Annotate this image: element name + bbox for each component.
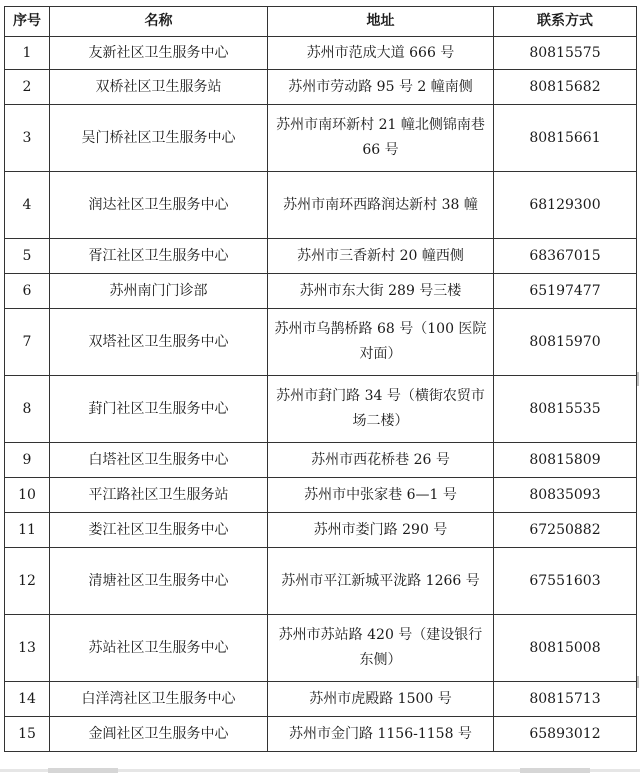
table-row — [5, 239, 637, 274]
cell-address: 苏州市虎殿路 1500 号 — [268, 682, 494, 717]
cell-phone: 68129300 — [494, 172, 637, 239]
cell-phone: 65893012 — [494, 717, 637, 752]
clinic-table — [4, 6, 637, 752]
table-row — [5, 172, 637, 239]
cell-phone: 67250882 — [494, 513, 637, 548]
header-row — [5, 7, 637, 37]
cell-phone: 67551603 — [494, 548, 637, 615]
table-row — [5, 548, 637, 615]
cell-address: 苏州市金门路 1156-1158 号 — [268, 717, 494, 752]
cell-address: 苏州市劳动路 95 号 2 幢南侧 — [268, 70, 494, 105]
cell-name: 双桥社区卫生服务站 — [50, 70, 268, 105]
cell-index: 14 — [5, 682, 50, 717]
header-phone: 联系方式 — [494, 7, 637, 37]
cell-name: 苏站社区卫生服务中心 — [50, 615, 268, 682]
cell-index: 1 — [5, 37, 50, 70]
cell-index: 11 — [5, 513, 50, 548]
table-row — [5, 443, 637, 478]
table-row — [5, 478, 637, 513]
cell-phone: 80815575 — [494, 37, 637, 70]
table-header — [5, 7, 637, 37]
header-name: 名称 — [50, 7, 268, 37]
document-page — [4, 6, 636, 752]
cell-phone: 80815661 — [494, 105, 637, 172]
cell-index: 9 — [5, 443, 50, 478]
cell-index: 12 — [5, 548, 50, 615]
table-row — [5, 309, 637, 376]
cell-address: 苏州市东大街 289 号三楼 — [268, 274, 494, 309]
cell-phone: 80815713 — [494, 682, 637, 717]
cell-index: 6 — [5, 274, 50, 309]
table-row — [5, 513, 637, 548]
cell-phone: 68367015 — [494, 239, 637, 274]
cell-index: 13 — [5, 615, 50, 682]
cell-name: 苏州南门门诊部 — [50, 274, 268, 309]
cell-name: 娄江社区卫生服务中心 — [50, 513, 268, 548]
cell-index: 2 — [5, 70, 50, 105]
table-body — [5, 37, 637, 752]
cell-address: 苏州市范成大道 666 号 — [268, 37, 494, 70]
cell-index: 3 — [5, 105, 50, 172]
cell-name: 吴门桥社区卫生服务中心 — [50, 105, 268, 172]
cell-name: 白洋湾社区卫生服务中心 — [50, 682, 268, 717]
cell-name: 平江路社区卫生服务站 — [50, 478, 268, 513]
header-index: 序号 — [5, 7, 50, 37]
cell-name: 清塘社区卫生服务中心 — [50, 548, 268, 615]
cell-phone: 65197477 — [494, 274, 637, 309]
cell-phone: 80835093 — [494, 478, 637, 513]
cell-address: 苏州市南环新村 21 幢北侧锦南巷 66 号 — [268, 105, 494, 172]
cell-address: 苏州市三香新村 20 幢西侧 — [268, 239, 494, 274]
cell-phone: 80815535 — [494, 376, 637, 443]
cell-name: 金阊社区卫生服务中心 — [50, 717, 268, 752]
cell-name: 葑门社区卫生服务中心 — [50, 376, 268, 443]
cell-address: 苏州市南环西路润达新村 38 幢 — [268, 172, 494, 239]
cell-address: 苏州市平江新城平泷路 1266 号 — [268, 548, 494, 615]
cell-index: 10 — [5, 478, 50, 513]
cell-address: 苏州市葑门路 34 号（横街农贸市场二楼） — [268, 376, 494, 443]
page-bottom-tab — [520, 768, 590, 773]
cell-name: 友新社区卫生服务中心 — [50, 37, 268, 70]
cell-address: 苏州市西花桥巷 26 号 — [268, 443, 494, 478]
cell-address: 苏州市苏站路 420 号（建设银行东侧） — [268, 615, 494, 682]
cell-name: 双塔社区卫生服务中心 — [50, 309, 268, 376]
cell-index: 4 — [5, 172, 50, 239]
table-row — [5, 376, 637, 443]
cell-index: 8 — [5, 376, 50, 443]
cell-address: 苏州市中张家巷 6—1 号 — [268, 478, 494, 513]
table-row — [5, 717, 637, 752]
cell-phone: 80815008 — [494, 615, 637, 682]
cell-name: 白塔社区卫生服务中心 — [50, 443, 268, 478]
table-row — [5, 615, 637, 682]
page-edge-mark — [637, 372, 639, 386]
cell-address: 苏州市乌鹊桥路 68 号（100 医院对面） — [268, 309, 494, 376]
cell-phone: 80815970 — [494, 309, 637, 376]
table-row — [5, 682, 637, 717]
cell-index: 15 — [5, 717, 50, 752]
cell-name: 润达社区卫生服务中心 — [50, 172, 268, 239]
table-row — [5, 105, 637, 172]
table-row — [5, 70, 637, 105]
cell-index: 7 — [5, 309, 50, 376]
page-edge-mark — [637, 676, 639, 688]
table-row — [5, 37, 637, 70]
page-bottom-tab — [48, 768, 118, 773]
cell-phone: 80815682 — [494, 70, 637, 105]
cell-address: 苏州市娄门路 290 号 — [268, 513, 494, 548]
header-address: 地址 — [268, 7, 494, 37]
cell-phone: 80815809 — [494, 443, 637, 478]
cell-index: 5 — [5, 239, 50, 274]
table-row — [5, 274, 637, 309]
cell-name: 胥江社区卫生服务中心 — [50, 239, 268, 274]
